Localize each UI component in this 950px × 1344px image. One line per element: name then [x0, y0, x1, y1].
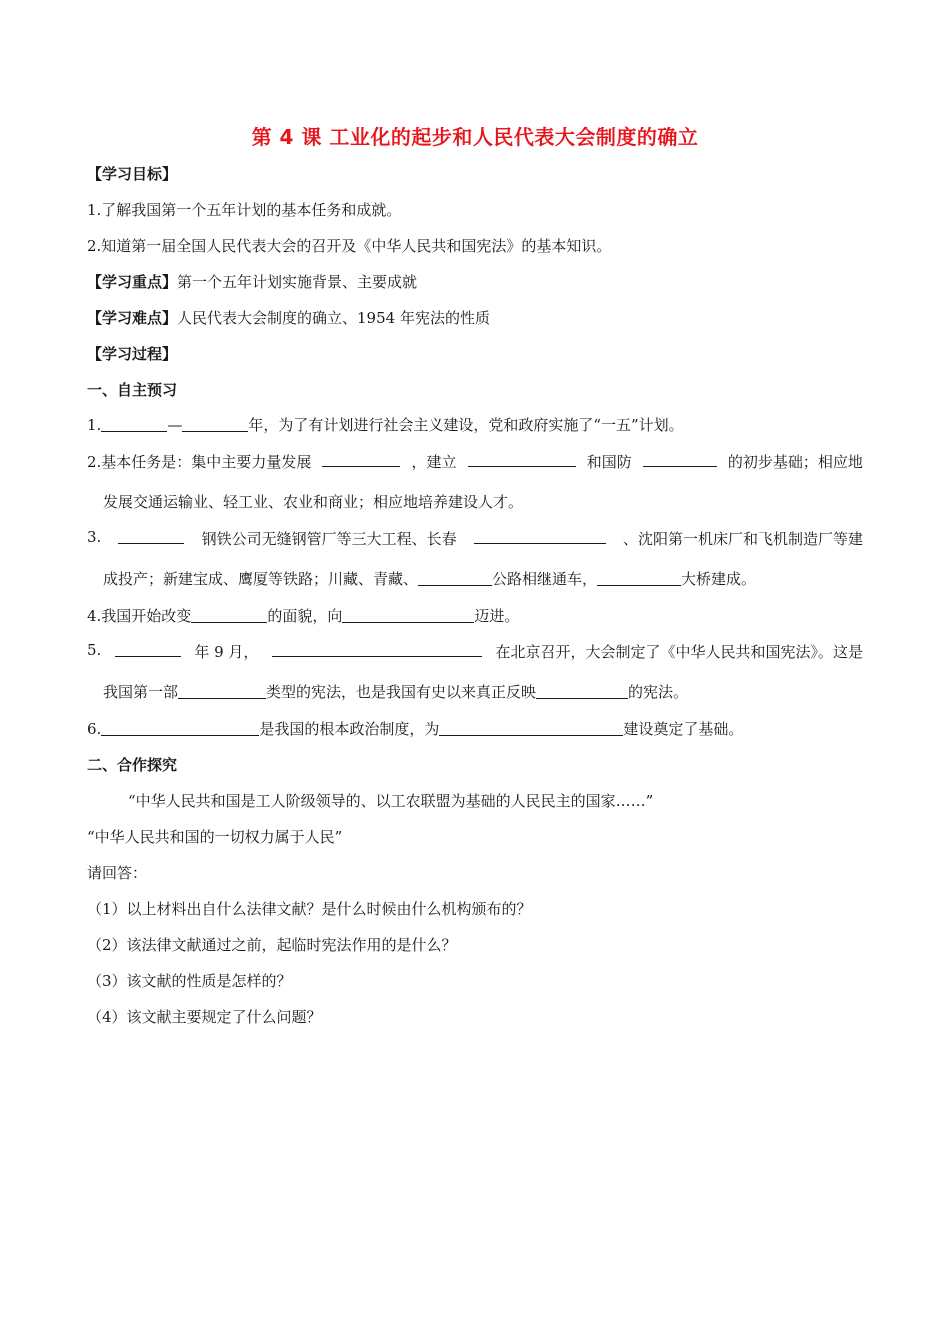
question-2-line-2: 发展交通运输业、轻工业、农业和商业；相应地培养建设人才。 [103, 493, 524, 511]
discussion-question-3: （3）该文献的性质是怎样的？ [87, 972, 292, 990]
fill-blank[interactable] [474, 528, 606, 544]
q3-text-a: 钢铁公司无缝钢管厂等三大工程、长春 [201, 530, 457, 548]
q2-text-a: 2.基本任务是：集中主要力量发展 [87, 453, 312, 471]
question-6 [87, 718, 743, 739]
fill-blank[interactable] [643, 451, 717, 467]
q6-text-b: 建设奠定了基础。 [623, 720, 744, 738]
question-3-line-1 [87, 528, 863, 549]
q4-text-b: 的面貌，向 [267, 607, 343, 625]
fill-blank[interactable] [342, 607, 474, 623]
fill-blank[interactable] [322, 451, 400, 467]
section1-heading: 一、自主预习 [87, 381, 178, 399]
quote-2: “中华人民共和国的一切权力属于人民” [87, 828, 343, 846]
q3-text-b: 、沈阳第一机床厂和飞机制造厂等建 [622, 530, 863, 548]
question-2-line-1 [87, 451, 863, 472]
fill-blank[interactable] [182, 416, 248, 432]
q3-text-e: 大桥建成。 [681, 570, 757, 588]
fill-blank[interactable] [191, 607, 267, 623]
answer-prompt: 请回答： [87, 864, 148, 882]
difficulties-label: 【学习难点】 [87, 309, 178, 327]
q4-text-a: 4.我国开始改变 [87, 607, 192, 625]
process-label: 【学习过程】 [87, 345, 178, 363]
fill-blank[interactable] [178, 683, 266, 699]
fill-blank[interactable] [115, 641, 181, 657]
objective-item-1: 1.了解我国第一个五年计划的基本任务和成就。 [87, 201, 402, 219]
q1-number: 1. [87, 416, 102, 434]
discussion-question-1: （1）以上材料出自什么法律文献？是什么时候由什么机构颁布的？ [87, 900, 532, 918]
section2-heading: 二、合作探究 [87, 756, 178, 774]
question-5-line-2 [103, 681, 688, 702]
fill-blank[interactable] [418, 570, 492, 586]
q4-text-c: 迈进。 [474, 607, 520, 625]
q5-text-d: 类型的宪法，也是我国有史以来真正反映 [266, 683, 537, 701]
q6-text-a: 是我国的根本政治制度，为 [259, 720, 440, 738]
page-title: 第 4 课 工业化的起步和人民代表大会制度的确立 [251, 125, 699, 149]
q6-number: 6. [87, 720, 102, 738]
q3-text-d: 公路相继通车， [492, 570, 598, 588]
q2-text-b: ，建立 [411, 453, 457, 471]
q5-text-a: 年 9 月， [194, 643, 259, 661]
question-4 [87, 605, 519, 626]
q1-dash: — [167, 416, 183, 434]
difficulties-row [87, 307, 490, 328]
fill-blank[interactable] [536, 683, 628, 699]
q2-text-d: 的初步基础；相应地 [727, 453, 863, 471]
q2-text-c: 和国防 [586, 453, 632, 471]
fill-blank[interactable] [439, 720, 623, 736]
fill-blank[interactable] [597, 570, 681, 586]
objectives-label: 【学习目标】 [87, 165, 178, 183]
fill-blank[interactable] [101, 416, 167, 432]
q5-text-e: 的宪法。 [628, 683, 689, 701]
difficulties-text: 人民代表大会制度的确立、1954 年宪法的性质 [177, 309, 490, 327]
q5-number: 5. [87, 641, 102, 659]
objective-item-2: 2.知道第一届全国人民代表大会的召开及《中华人民共和国宪法》的基本知识。 [87, 237, 612, 255]
q5-text-b: 在北京召开，大会制定了《中华人民共和国宪法》。这是 [495, 643, 863, 661]
fill-blank[interactable] [118, 528, 184, 544]
q3-number: 3. [87, 528, 102, 546]
key-points-text: 第一个五年计划实施背景、主要成就 [177, 273, 418, 291]
discussion-question-4: （4）该文献主要规定了什么问题？ [87, 1008, 322, 1026]
question-1 [87, 414, 684, 435]
key-points-label: 【学习重点】 [87, 273, 178, 291]
q1-text: 年，为了有计划进行社会主义建设，党和政府实施了“一五”计划。 [248, 416, 684, 434]
fill-blank[interactable] [101, 720, 259, 736]
q3-text-c: 成投产；新建宝成、鹰厦等铁路；川藏、青藏、 [103, 570, 419, 588]
question-3-line-2 [103, 568, 756, 589]
question-5-line-1 [87, 641, 863, 662]
fill-blank[interactable] [272, 641, 482, 657]
key-points-row [87, 271, 417, 292]
fill-blank[interactable] [468, 451, 576, 467]
quote-1: “中华人民共和国是工人阶级领导的、以工农联盟为基础的人民民主的国家……” [128, 792, 654, 810]
discussion-question-2: （2）该法律文献通过之前，起临时宪法作用的是什么？ [87, 936, 457, 954]
q5-text-c: 我国第一部 [103, 683, 179, 701]
